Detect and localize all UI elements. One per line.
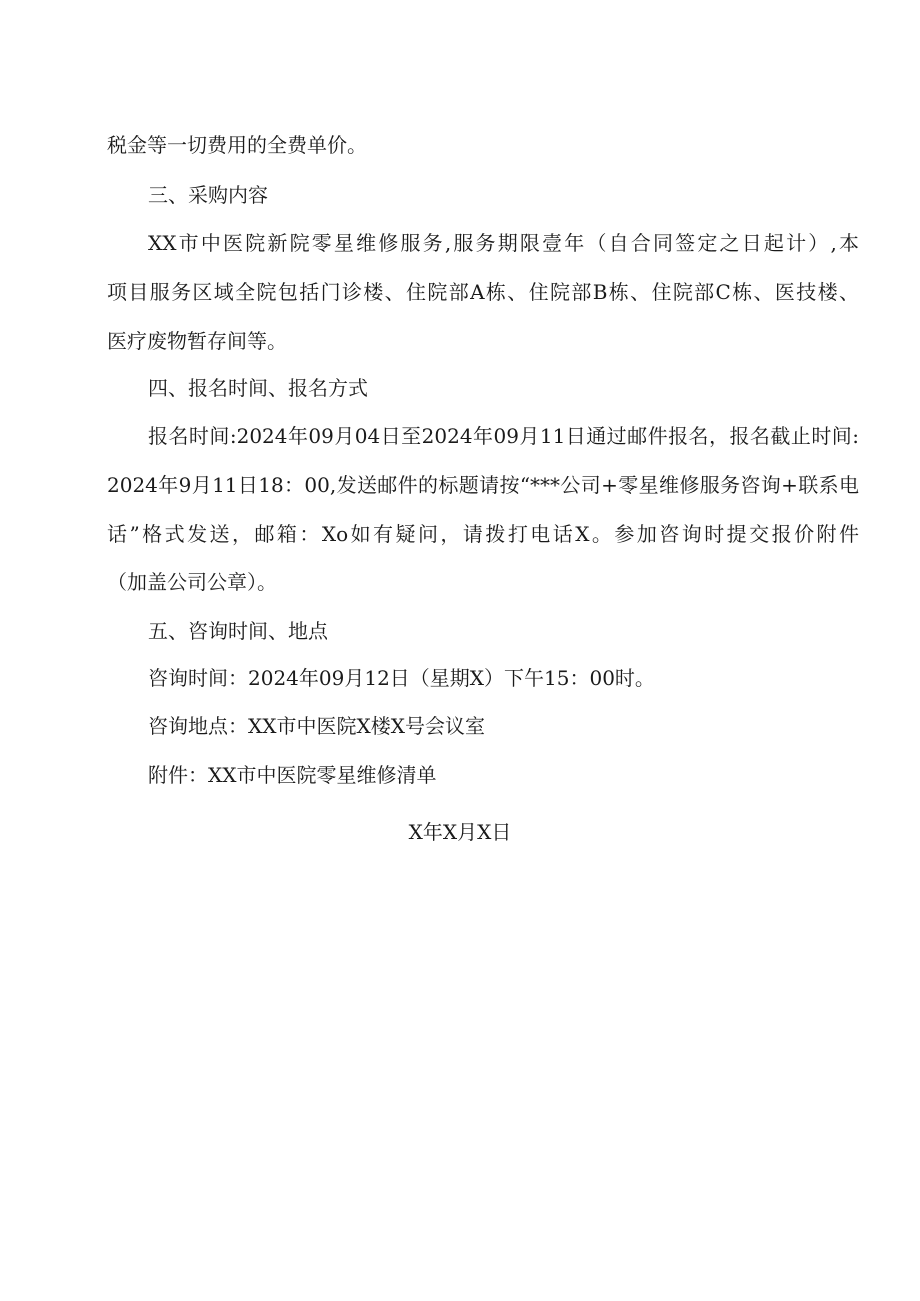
paragraph-line: （加盖公司公章）。: [107, 570, 277, 594]
paragraph-line: 报名时间:2024年09月04日至2024年09月11日通过邮件报名，报名截止时间:: [148, 424, 859, 448]
paragraph-line: 税金等一切费用的全费单价。: [107, 133, 367, 157]
section-heading-registration: 四、报名时间、报名方式: [148, 376, 368, 400]
consultation-location: 咨询地点：XX市中医院X楼X号会议室: [148, 714, 485, 738]
paragraph-line: 话”格式发送，邮箱：Xo如有疑问，请拨打电话X。参加咨询时提交报价附件: [107, 522, 859, 546]
consultation-time: 咨询时间：2024年09月12日（星期X）下午15：00时。: [148, 666, 655, 690]
section-heading-procurement-content: 三、采购内容: [148, 183, 268, 207]
document-date: X年X月X日: [408, 820, 512, 844]
attachment-line: 附件：XX市中医院零星维修清单: [148, 763, 437, 787]
paragraph-line: 项目服务区域全院包括门诊楼、住院部A栋、住院部B栋、住院部C栋、医技楼、: [107, 280, 859, 304]
paragraph-line: 医疗废物暂存间等。: [107, 329, 287, 353]
paragraph-line: 2024年9月11日18：00,发送邮件的标题请按“***公司+零星维修服务咨询+联系电: [107, 473, 859, 497]
paragraph-line: XX市中医院新院零星维修服务,服务期限壹年（自合同签定之日起计）,本: [148, 231, 859, 255]
section-heading-consultation: 五、咨询时间、地点: [148, 619, 328, 643]
